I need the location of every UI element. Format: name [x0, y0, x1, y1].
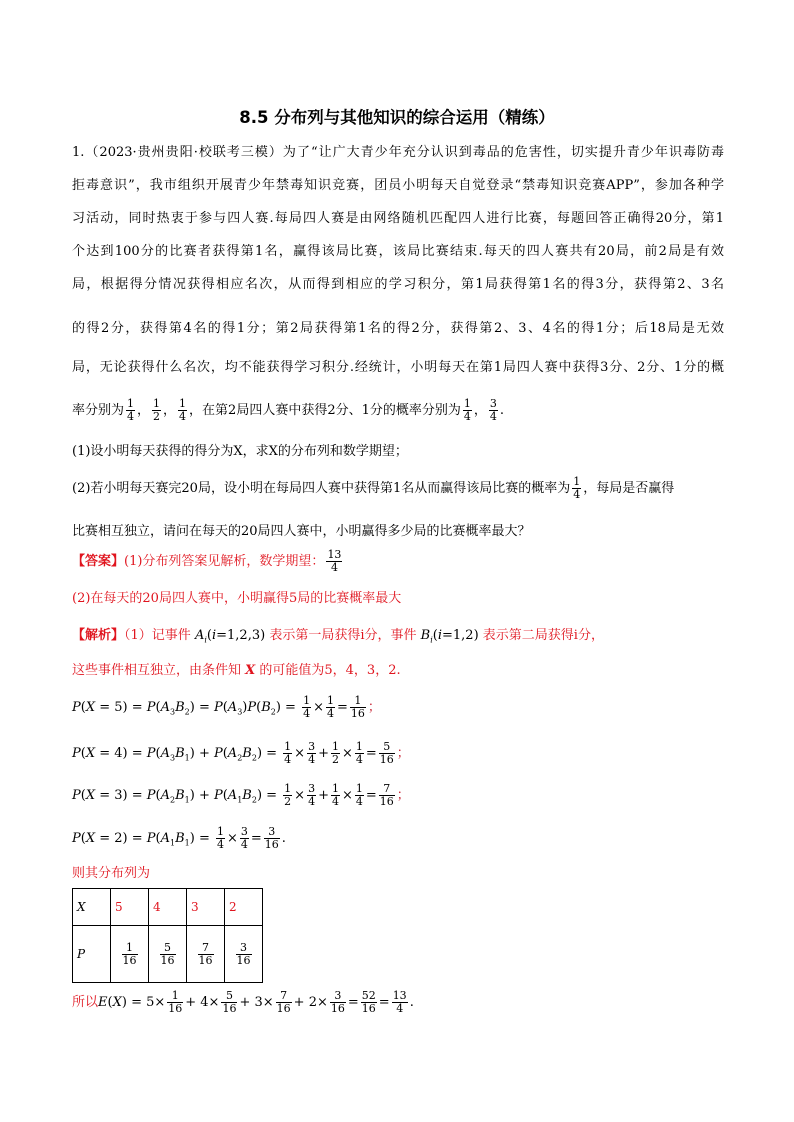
text-segment: 表示第二局获得i分， [482, 628, 604, 643]
problem-line: 习活动，同时热衷于参与四人赛.每局四人赛是由网络随机匹配四人进行比赛，每题回答正确得20分，第1 [72, 211, 724, 226]
fraction: $\frac{1}{4}$ [463, 397, 471, 423]
distribution-table [72, 888, 263, 983]
problem-line: 个达到100分的比赛者获得第1名，赢得该局比赛，该局比赛结束.每天的四人赛共有20局，前2局是有效 [72, 244, 724, 259]
text-segment: 这些事件相互独立，由条件知 [72, 663, 242, 678]
fraction: $\frac{3}{4}$ [489, 397, 497, 423]
table-cell: 2 [225, 889, 263, 926]
equation-p-x-4: $P(X = 4) = P(A_3B_1) + P(A_2B_2)$ = $\frac{1}{4}$ × $\frac{3}{4}$ + $\frac{1}{2}$ × $\frac{1}{4}$ = $\frac{5}{16}$ ； [72, 740, 410, 766]
table-cell: X [73, 889, 111, 926]
question-1: (1)设小明每天获得的得分为X，求X的分布列和数学期望； [72, 444, 408, 459]
table-cell: 3 [187, 889, 225, 926]
equation-p-x-3: $P(X = 3) = P(A_2B_1) + P(A_1B_2)$ = $\frac{1}{2}$ × $\frac{3}{4}$ + $\frac{1}{4}$ × $\frac{1}{4}$ = $\frac{7}{16}$ ； [72, 782, 410, 808]
text-segment: (1)分布列答案见解析，数学期望： [124, 554, 325, 569]
table-cell: 4 [149, 889, 187, 926]
page-title: 8.5 分布列与其他知识的综合运用（精练） [239, 108, 555, 127]
question-2 [72, 472, 724, 506]
analysis-tag: 【解析】 [72, 628, 125, 643]
table-row [73, 889, 263, 926]
problem-line: 的得2分，获得第4名的得1分；第2局获得第1名的得2分，获得第2、3、4名的得1分；后18局是无效 [72, 321, 724, 336]
problem-line: 局，根据得分情况获得相应名次，从而得到相应的学习积分，第1局获得第1名的得3分，获得第2、3名 [72, 277, 724, 292]
answer-part2: (2)在每天的20局四人赛中，小明赢得5局的比赛概率最大 [72, 591, 402, 606]
text-segment: 率分别为 [72, 403, 125, 418]
answer-part1 [72, 545, 724, 579]
fraction: $\frac{1}{2}$ [153, 397, 161, 423]
text-segment: （1）记事件 [124, 628, 191, 643]
text-segment: 表示第一局获得i分，事件 [269, 628, 417, 643]
table-cell: $\frac{5}{16}$ [149, 926, 187, 983]
table-cell: P [73, 926, 111, 983]
equation-p-x-2: $P(X = 2) = P(A_1B_1)$ = $\frac{1}{4}$ × $\frac{3}{4}$ = $\frac{3}{16}$ . [72, 825, 286, 851]
table-row [73, 926, 263, 983]
fraction: $\frac{1}{4}$ [127, 397, 135, 423]
analysis-line1: 【解析】（1）记事件 $A_i(i=1,2,3)$ 表示第一局获得i分，事件 $B_i(i=1,2)$ 表示第二局获得i分， [72, 628, 604, 645]
problem-line: 拒毒意识”，我市组织开展青少年禁毒知识竞赛，团员小明每天自觉登录“禁毒知识竞赛APP”，参加各种学 [72, 178, 724, 193]
fraction: $\frac{1}{4}$ [179, 397, 187, 423]
expectation-equation: 所以E(X) = 5× $\frac{1}{16}$ + 4× $\frac{5}{16}$ + 3× $\frac{7}{16}$ + 2× $\frac{3}{16}$ = $\frac{52}{16}$ = $\frac{13}{4}$ . [72, 989, 414, 1015]
table-cell: 5 [111, 889, 149, 926]
equation-p-x-5: $P(X = 5) = P(A_3B_2) = P(A_3)P(B_2)$ = $\frac{1}{4}$ × $\frac{1}{4}$ = $\frac{1}{16}$ ； [72, 694, 381, 720]
fraction: $\frac{13}{4}$ [327, 548, 342, 574]
table-cell: $\frac{1}{16}$ [111, 926, 149, 983]
problem-line-probabilities: 率分别为 $\frac{1}{4}$ ， $\frac{1}{2}$ ， $\frac{1}{4}$ ，在第2局四人赛中获得2分、1分的概率分别为 $\frac{1}{4}$ ， $\frac{3}{4}$ . [72, 397, 505, 423]
text-segment: (2)若小明每天赛完20局，设小明在每局四人赛中获得第1名从而赢得该局比赛的概率为 [72, 481, 571, 496]
table-cell: $\frac{7}{16}$ [187, 926, 225, 983]
fraction: $\frac{1}{4}$ [573, 475, 581, 501]
text-segment: 的可能值为5，4，3，2. [259, 663, 401, 678]
distribution-intro: 则其分布列为 [72, 866, 151, 881]
table-cell: $\frac{3}{16}$ [225, 926, 263, 983]
text-segment: ，在第2局四人赛中获得2分、1分的概率分别为 [189, 403, 461, 418]
question-2-line2: 比赛相互独立，请问在每天的20局四人赛中，小明赢得多少局的比赛概率最大？ [72, 524, 531, 539]
text-segment: ，每局是否赢得 [583, 481, 675, 496]
problem-line: 局，无论获得什么名次，均不能获得学习积分.经统计，小明每天在第1局四人赛中获得3分、2分、1分的概 [72, 360, 724, 375]
answer-tag: 【答案】 [72, 554, 125, 569]
analysis-line2: 这些事件相互独立，由条件知 X 的可能值为5，4，3，2. [72, 663, 401, 678]
problem-line: 1.（2023·贵州贵阳·校联考三模）为了“让广大青少年充分认识到毒品的危害性，切实提升青少年识毒防毒 [72, 145, 724, 160]
